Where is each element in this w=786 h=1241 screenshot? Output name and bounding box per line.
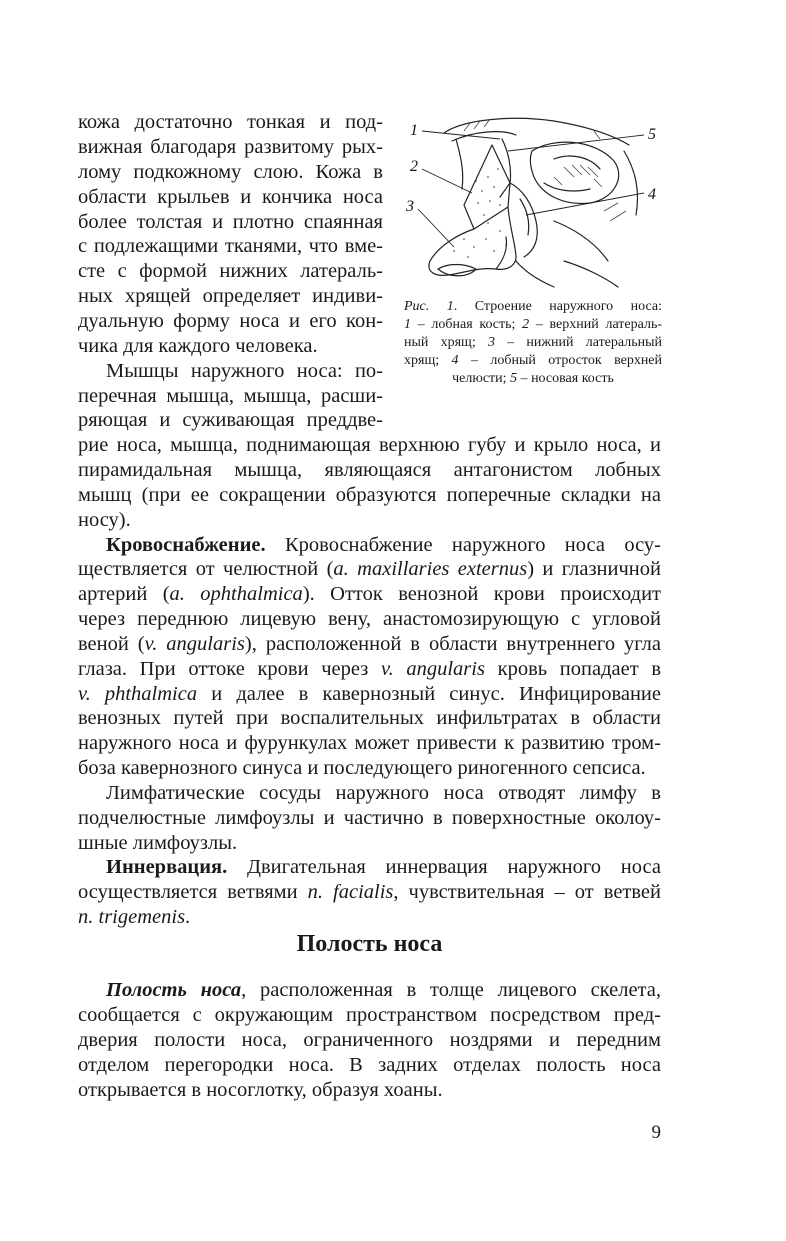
nasal-bone-outline [500,139,511,197]
figure-label-2: 2 [410,158,418,175]
term-innervation: Иннервация. [106,856,228,878]
text-line: шные лимфоузлы. [78,832,238,854]
text-line: Иннервация. Двигательная иннервация наружного носа [106,856,661,878]
text-line: глаза. При оттоке крови через v. angularis кровь попадает в [78,658,661,680]
text-line: веной (v. angularis), расположенной в области внутреннего угла [78,633,661,655]
text-line: ных хрящей определяет индиви- [78,285,383,307]
leader-line-2 [422,169,472,193]
nose-anatomy-drawing [404,111,662,293]
text-line: артерий (a. ophthalmica). Отток венозной крови происходит [78,583,662,605]
text-line: с подлежащими тканями, что вме- [78,235,383,257]
text-line: через переднюю лицевую вену, анастомозирующую с угловой [78,608,661,630]
text-line: Полость носа, расположенная в толще лицевого скелета, [106,979,661,1001]
figure-label-1: 1 [410,122,418,139]
orbit-outline [530,142,618,203]
figure-caption-line: хрящ; 4 – лобный отросток верхней [404,353,663,368]
term-nasal-cavity: Полость носа [106,979,242,1001]
text-line: Кровоснабжение. Кровоснабжение наружного носа осу- [106,534,661,556]
text-line: боза кавернозного синуса и последующего риногенного сепсиса. [78,757,646,779]
text-line: n. trigemenis. [78,906,191,928]
figure-label-3: 3 [406,198,414,215]
text-line: ряющая и суживающая преддве- [78,409,383,431]
text-line: подчелюстные лимфоузлы и частично в поверхностные околоу- [78,807,661,829]
text-line: чика для каждого человека. [78,335,318,357]
text-line: Лимфатические сосуды наружного носа отводят лимфу в [106,782,661,804]
leader-line-4 [526,193,644,215]
text-line: вижная благодаря развитому рых- [78,136,383,158]
text-line: открывается в носоглотку, образуя хоаны. [78,1079,443,1101]
text-line: Мышцы наружного носа: по- [106,360,383,382]
text-line: отделом перегородки носа. В задних отделах полость носа [78,1054,661,1076]
text-line: v. phthalmica и далее в кавернозный синус. Инфицирование [78,683,661,705]
figure-label-4: 4 [648,186,656,203]
text-line: перечная мышца, мышца, расши- [78,385,383,407]
text-line: мышц (при ее сокращении образуются поперечные складки на [78,484,661,506]
text-line: кожа достаточно тонкая и под- [78,111,383,133]
text-line: сообщается с окружающим пространством посредством пред- [78,1004,661,1026]
text-line: пирамидальная мышца, являющаяся антагонистом лобных [78,459,661,481]
text-line: венозных путей при воспалительных инфильтратах в области [78,707,661,729]
brow-outline [444,118,629,145]
text-line: дверия полости носа, ограниченного ноздрями и передним [78,1029,661,1051]
text-line: сте с формой нижних латераль- [78,260,383,282]
text-line: ществляется от челюстной (a. maxillaries externus) и глазничной [78,558,661,580]
leader-line-3 [418,209,454,247]
nose-anatomy-figure [404,111,662,293]
figure-label-5: 5 [648,126,656,143]
lower-lateral-cartilage [429,207,516,275]
frontal-bone-outline [456,139,463,189]
page-number: 9 [651,1122,661,1143]
text-line: носу). [78,509,131,531]
figure-caption-line: ный хрящ; 3 – нижний латеральный [404,335,662,350]
section-heading: Полость носа [296,931,443,957]
text-line: наружного носа и фурункулах может привести к развитию тром- [78,732,661,754]
figure-caption-line: 1 – лобная кость; 2 – верхний латераль- [404,317,662,332]
text-line: более толстая и плотно спаянная [78,211,383,233]
figure-caption-line: Рис. 1. Строение наружного носа: [404,299,663,314]
upper-lateral-cartilage [464,145,510,229]
text-line: лому подкожному слою. Кожа в [78,161,383,183]
term-blood-supply: Кровоснабжение. [106,534,266,556]
text-line: рие носа, мышца, поднимающая верхнюю губу и крыло носа, и [78,434,661,456]
text-line: осуществляется ветвями n. facialis, чувствительная – от ветвей [78,881,661,903]
text-line: дуальную форму носа и его кон- [78,310,383,332]
text-line: области крыльев и кончика носа [78,186,383,208]
leader-line-5 [508,135,644,151]
figure-caption-line: челюсти; 5 – носовая кость [452,371,614,386]
